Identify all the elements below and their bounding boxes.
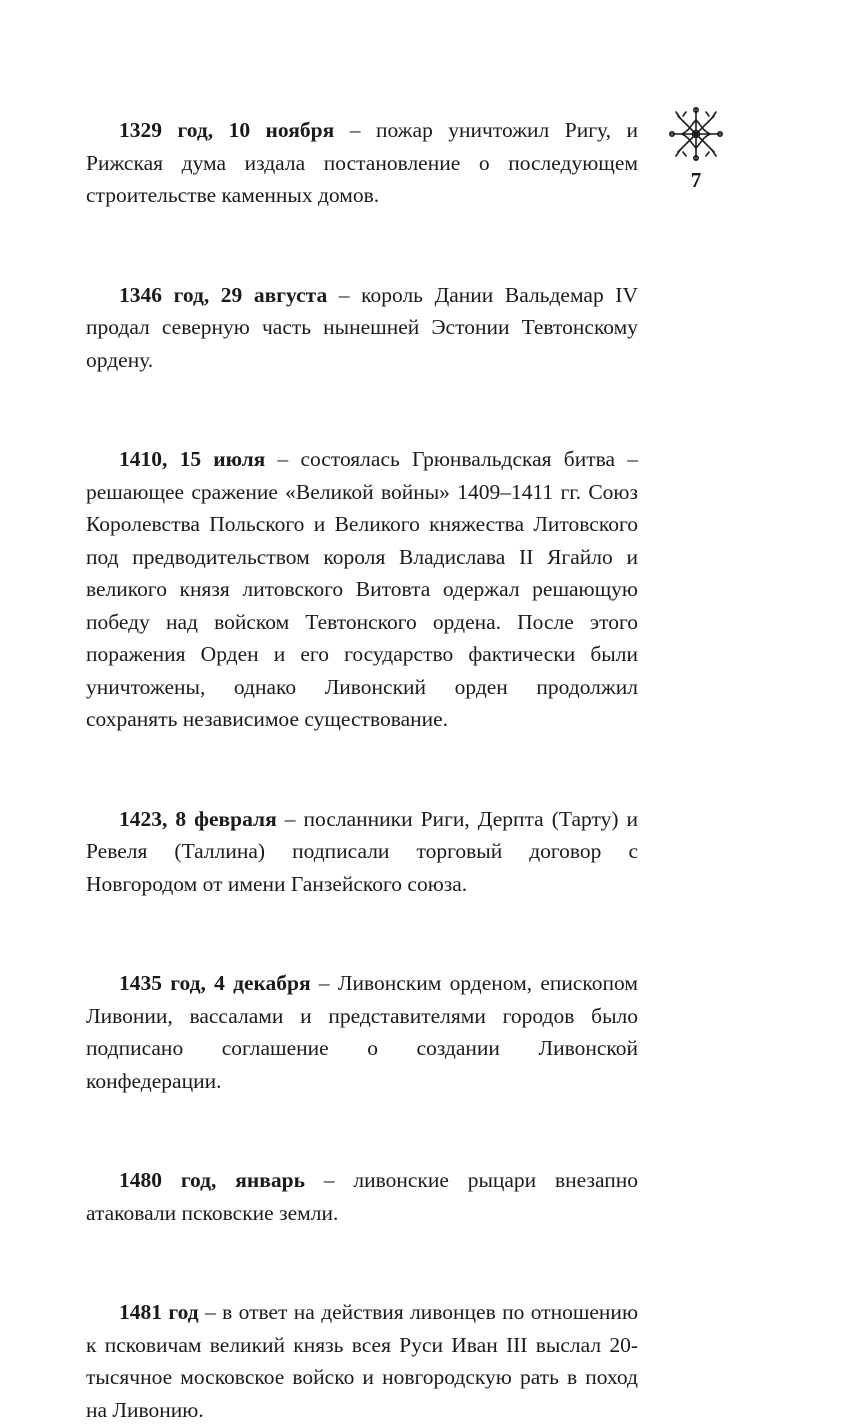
chronology-entry	[86, 1164, 638, 1229]
entry-date: 1481 год	[119, 1300, 199, 1324]
chronology-entry	[86, 443, 638, 736]
entry-text: – состоялась Грюнвальдская битва – решающее сражение «Великой войны» 1409–1411 гг. Союз Королевства Польского и Великого княжества Литовского под предводительством короля Владислава II Ягайло и великого князя литовского Витовта одержал решающую победу над войском Тевтонского ордена. После этого поражения Орден и его государство фактически были уничтожены, однако Ливонский орден продолжил сохранять независимое существование.	[86, 447, 638, 731]
snowflake-rune-ornament-icon	[668, 106, 724, 162]
entry-date: 1346 год, 29 августа	[119, 282, 328, 307]
entry-text: – король Дании Вальдемар IV продал северную часть нынешней Эстонии Тевтонскому ордену.	[86, 282, 638, 372]
entry-text: – Ливонским орденом, епископом Ливонии, вассалами и представителями городов было подписано соглашение о создании Ливонской конфедерации.	[86, 971, 638, 1093]
entry-date: 1410, 15 июля	[119, 447, 266, 471]
entry-date: 1435 год, 4 декабря	[119, 971, 311, 995]
entry-text: – пожар уничтожил Ригу, и Рижская дума издала постановление о последующем строительстве каменных домов.	[86, 118, 639, 207]
chronology-list	[86, 114, 638, 1426]
chronology-entry	[86, 114, 638, 212]
chronology-entry	[86, 1296, 638, 1426]
entry-date: 1480 год, январь	[119, 1168, 305, 1192]
entry-date: 1329 год, 10 ноября	[119, 118, 335, 142]
page-number: 7	[690, 168, 702, 192]
chronology-entry	[86, 803, 638, 901]
chronology-entry	[86, 279, 638, 377]
entry-text: – ливонские рыцари внезапно атаковали псковские земли.	[86, 1168, 638, 1225]
entry-text: – в ответ на действия ливонцев по отношению к псковичам великий князь всея Руси Иван III выслал 20-тысячное московское войско и новгородскую рать в поход на Ливонию.	[86, 1300, 639, 1422]
entry-text: – посланники Риги, Дерпта (Тарту) и Ревеля (Таллина) подписали торговый договор с Новгородом от имени Ганзейского союза.	[86, 806, 638, 896]
chronology-entry	[86, 967, 638, 1097]
entry-date: 1423, 8 февраля	[119, 806, 277, 831]
